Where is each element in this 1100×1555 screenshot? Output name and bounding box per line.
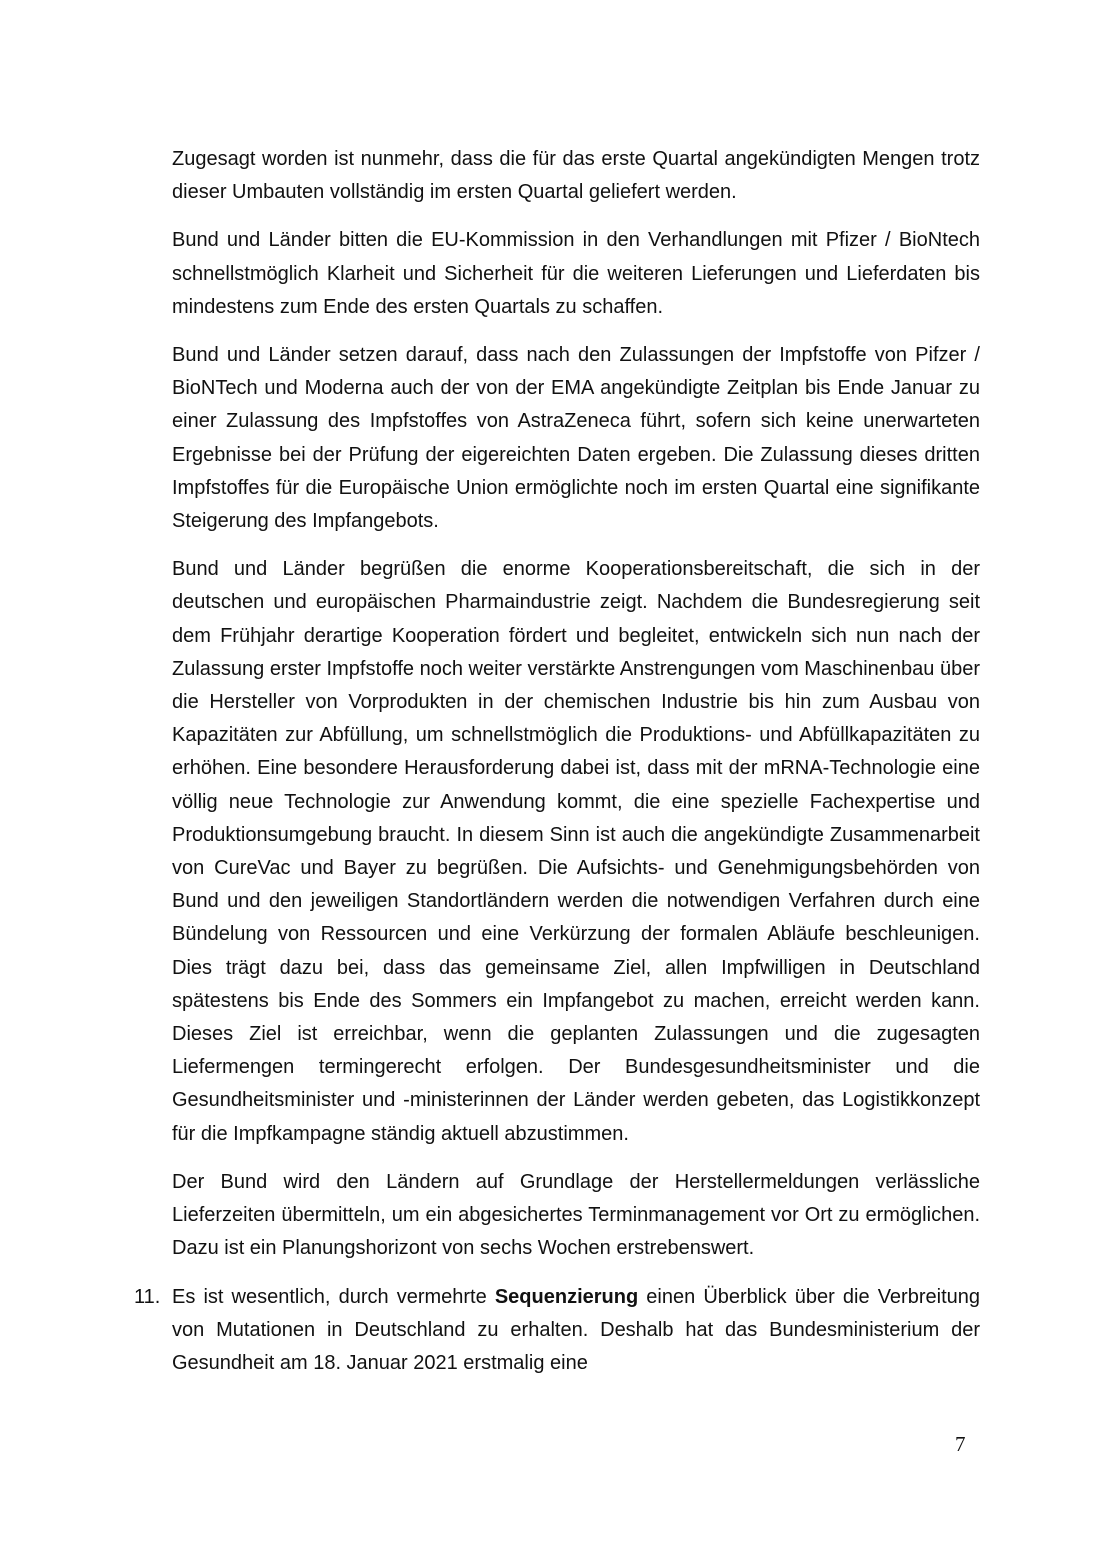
paragraph-4: Bund und Länder begrüßen die enorme Kooperationsbereitschaft, die sich in der deutschen und europäischen Pharmaindustrie zeigt. Nachdem die Bundesregierung seit dem Frühjahr derartige Kooperation fördert und begleitet, entwickeln sich nun nach der Zulassung erster Impfstoffe noch weiter verstärkte Anstrengungen vom Maschinenbau über die Hersteller von Vorprodukten in der chemischen Industrie bis hin zum Ausbau von Kapazitäten zur Abfüllung, um schnellstmöglich die Produktions- und Abfüllkapazitäten zu erhöhen. Eine besondere Herausforderung dabei ist, dass mit der mRNA-Technologie eine völlig neue Technologie zur Anwendung kommt, die eine spezielle Fachexpertise und Produktionsumgebung braucht. In diesem Sinn ist auch die angekündigte Zusammenarbeit von CureVac und Bayer zu begrüßen. Die Aufsichts- und Genehmigungsbehörden von Bund und den jeweiligen Standortländern werden die notwendigen Verfahren durch eine Bündelung von Ressourcen und eine Verkürzung der formalen Abläufe beschleunigen. Dies trägt dazu bei, dass das gemeinsame Ziel, allen Impfwilligen in Deutschland spätestens bis Ende des Sommers ein Impfangebot zu machen, erreicht werden kann. Dieses Ziel ist erreichbar, wenn die geplanten Zulassungen und die zugesagten Liefermengen termingerecht erfolgen. Der Bundesgesundheitsminister und die Gesundheitsminister und -ministerinnen der Länder werden gebeten, das Logistikkonzept für die Impfkampagne ständig aktuell abzustimmen. xyxy=(172,558,980,1145)
paragraph-5: Der Bund wird den Ländern auf Grundlage der Herstellermeldungen verlässliche Lieferzeiten übermitteln, um ein abgesichertes Terminmanagement vor Ort zu ermöglichen. Dazu ist ein Planungshorizont von sechs Wochen erstrebenswert. xyxy=(172,1170,980,1260)
item-bold-term: Sequenzierung xyxy=(494,1285,639,1308)
item-text-before: Es ist wesentlich, durch vermehrte xyxy=(172,1285,495,1308)
paragraph-1: Zugesagt worden ist nunmehr, dass die für das erste Quartal angekündigten Mengen trotz dieser Umbauten vollständig im ersten Quartal geliefert werden. xyxy=(172,148,980,204)
document-body xyxy=(134,143,980,1380)
numbered-item-11 xyxy=(134,1281,980,1381)
item-number: 11. xyxy=(134,1285,161,1308)
page-number: 7 xyxy=(955,1432,966,1456)
paragraph-3: Bund und Länder setzen darauf, dass nach den Zulassungen der Impfstoffe von Pifzer / BioNTech und Moderna auch der von der EMA angekündigte Zeitplan bis Ende Januar zu einer Zulassung des Impfstoffes von AstraZeneca führt, sofern sich keine unerwarteten Ergebnisse bei der Prüfung der eigereichten Daten ergeben. Die Zulassung dieses dritten Impfstoffes für die Europäische Union ermöglichte noch im ersten Quartal eine signifikante Steigerung des Impfangebots. xyxy=(172,344,980,533)
item-text-after: einen Überblick über die Verbreitung von Mutationen in Deutschland zu erhalten. Deshalb hat das Bundesministerium der Gesundheit am 18. Januar 2021 erstmalig eine xyxy=(172,1285,980,1374)
paragraph-2: Bund und Länder bitten die EU-Kommission in den Verhandlungen mit Pfizer / BioNtech schnellstmöglich Klarheit und Sicherheit für die weiteren Lieferungen und Lieferdaten bis mindestens zum Ende des ersten Quartals zu schaffen. xyxy=(172,229,980,318)
